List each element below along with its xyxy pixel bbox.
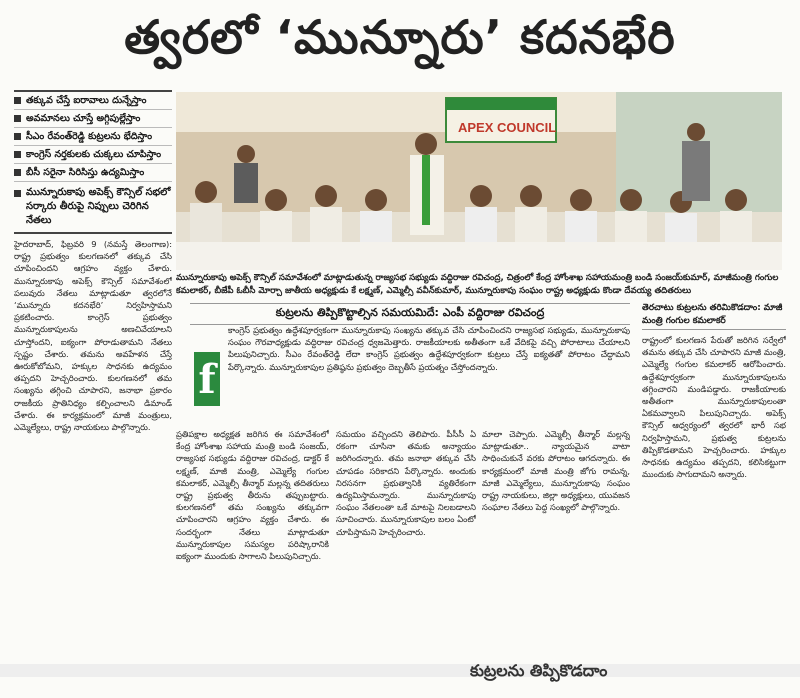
bullet-item-highlight xyxy=(14,182,172,234)
dateline-article-text: హైదరాబాద్, ఫిబ్రవరి 9 (నమస్తే తెలంగాణ): రాష్ట్ర ప్రభుత్వం కులగణనలో తక్కువ చేసి చూపించిందని ఆగ్రహం వ్యక్తం చేశారు. మున్నూరుకాపు అపెక్స్ కౌన్సిల్ సమావేశంలో పలువురు నేతలు మాట్లాడుతూ త్వరలోనే ‘మున్నూరు కదనభేరి’ నిర్వహిస్తామని ప్రకటించారు. కాంగ్రెస్ ప్రభుత్వం మున్నూరుకాపులను అణచివేయాలని చూస్తోందని, ఐక్యంగా పోరాడుతామని నేతలు స్పష్టం చేశారు. తమను అవహేళన చేస్తే ఊరుకోబోమని, హక్కుల సాధనకు ఉద్యమం తప్పదని హెచ్చరించారు. కులగణనలో తమ సంఖ్యను తగ్గించి చూపారని, జనాభా ప్రకారం రాజకీయ ప్రాతినిధ్యం కల్పించాలని డిమాండ్ చేశారు. ఈ కార్యక్రమంలో మాజీ మంత్రులు, ఎమ్మెల్యేలు, రాష్ట్ర నాయకులు పాల్గొన్నారు. xyxy=(14,239,172,433)
quote-text: కాంగ్రెస్ ప్రభుత్వం ఉద్దేశపూర్వకంగా మున్నూరుకాపు సంఖ్యను తక్కువ చేసి చూపించిందని రాజ్యసభ సభ్యుడు, మున్నూరుకాపు సంఘం గౌరవాధ్యక్షుడు వద్దిరాజు రవిచంద్ర ధ్వజమెత్తారు. రాజకీయాలకు అతీతంగా ఒకే వేదికపై వచ్చి పోరాటాలు చేయాలని పిలుపునిచ్చారు. సీఎం రేవంత్‌రెడ్డి లేదా కాంగ్రెస్ ప్రభుత్వం ఉద్దేశపూర్వకంగా కుట్రలు చేస్తే ఐక్యతతో పోరాటం చేద్దామని పేర్కొన్నారు. మున్నూరుకాపుల ప్రతిష్ఠను ప్రభుత్వం దెబ్బతీసే ప్రయత్నం చేస్తోందన్నారు. xyxy=(228,325,630,372)
bullet-text: కాంగ్రెస్ నర్తకులకు చుక్కలు చూపిస్తాం xyxy=(26,149,162,160)
bullet-text: సీఎం రేవంత్‌రెడ్డి కుట్రలను భేదిస్తాం xyxy=(26,131,153,142)
bullet-icon xyxy=(14,190,21,197)
article-column-2: ప్రతిపక్షాల అధ్యక్షత జరిగిన ఈ సమావేశంలో కేంద్ర హోంశాఖ సహాయ మంత్రి బండి సంజయ్, రాజ్యసభ సభ్యుడు వద్దిరాజు రవిచంద్ర, డాక్టర్ కే లక్ష్మణ్, మాజీ మంత్రి, ఎమ్మెల్యే గంగుల కమలాకర్, ఎమ్మెల్సీ తీన్మార్ మల్లన్న తదితరులు రాష్ట్ర ప్రభుత్వ తీరును తప్పుబట్టారు. కులగణనలో తమ సంఖ్యను తక్కువగా చూపించారని ఆగ్రహం వ్యక్తం చేశారు. ఈ సందర్భంగా నేతలు మాట్లాడుతూ మున్నూరుకాపుల సమస్యల పరిష్కారానికి ఐక్యంగా ముందుకు సాగాలని పిలుపునిచ్చారు. xyxy=(176,429,329,562)
headline: త్వరలో ‘మున్నూరు’ కదనభేరి xyxy=(124,10,676,64)
logo-icon: f xyxy=(194,352,220,406)
photo-illustration xyxy=(176,92,782,270)
quote-box xyxy=(190,324,630,424)
news-photo xyxy=(176,92,782,270)
bullet-text: బీసీ సరైనా సిరిసిస్తు ఉద్యమిస్తాం xyxy=(26,167,145,178)
bullet-icon xyxy=(14,133,21,140)
bullet-item xyxy=(14,128,172,146)
bullet-icon xyxy=(14,115,21,122)
article-column-4: మాలా చెప్పారు. ఎమ్మెల్సీ తీన్మార్ మల్లన్న మాట్లాడుతూ.. న్యాయమైన వాటా సాధించుకునే వరకు పోరాటం ఆగదన్నారు. ఈ కార్యక్రమంలో మాజీ మంత్రి జోగు రామన్న, మాజీ ఎమ్మెల్యేలు, మున్నూరుకాపు సంఘం రాష్ట్ర నాయకులు, జిల్లా అధ్యక్షులు, యువజన సంఘాల నేతలు పెద్ద సంఖ్యలో పాల్గొన్నారు. xyxy=(482,429,630,513)
photo-caption: మున్నూరుకాపు అపెక్స్ కౌన్సిల్ సమావేశంలో మాట్లాడుతున్న రాజ్యసభ సభ్యుడు వద్దిరాజు రవిచంద్ర, చిత్రంలో కేంద్ర హోంశాఖ సహాయమంత్రి బండి సంజయ్‌కుమార్, మాజీమంత్రి గంగుల కమలాకర్, బీజేపీ ఓబీసీ మోర్చా జాతీయ అధ్యక్షుడు కే లక్ష్మణ్, ఎమ్మెల్సీ వవీన్‌కుమార్, మున్నూరుకాపు సంఘం రాష్ట్ర అధ్యక్షుడు కొండా దేవయ్య తదితరులు xyxy=(176,273,779,296)
bullet-item xyxy=(14,92,172,110)
next-article-strip xyxy=(0,661,800,680)
bullet-icon xyxy=(14,97,21,104)
banner-text: APEX COUNCIL xyxy=(458,120,557,135)
bullet-item xyxy=(14,164,172,182)
section-subhead: కుట్రలను తిప్పికొట్టాల్సిన సమయమిదే: ఎంపీ వద్దిరాజు రవిచంద్ర xyxy=(190,303,630,325)
right-column xyxy=(642,302,786,664)
bullet-item xyxy=(14,146,172,164)
article-column-3: సమయం వచ్చిందని తెలిపారు. పీసీసీ ఏ రకంగా చూసినా తమకు అన్యాయం జరిగిందన్నారు. తమ జనాభా తక్కువ చేసి చూపడం సరికాదని పేర్కొన్నారు. అందుకు నిరసనగా ప్రభుత్వానికి వ్యతిరేకంగా ఉద్యమిస్తామన్నారు. మున్నూరుకాపు సంఘం నేతలంతా ఒకే మాటపై నిలబడాలని సూచించారు. మున్నూరుకాపుల బలం ఏంటో చూపిస్తామని హెచ్చరించారు. xyxy=(336,429,476,537)
left-column xyxy=(14,90,172,698)
bullet-text: మున్నూరుకాపు అపెక్స్ కౌన్సిల్ సభలో సర్కారు తీరుపై నిప్పులు చెరిగిన నేతలు xyxy=(26,187,171,226)
bullet-text: తక్కువ చేస్తే ఐరావాలు దున్నేస్తాం xyxy=(26,95,147,106)
right-column-text: రాష్ట్రంలో కులగణన పేరుతో జరిగిన సర్వేలో తమను తక్కువ చేసి చూపారని మాజీ మంత్రి, ఎమ్మెల్యే గంగుల కమలాకర్ ఆరోపించారు. ఉద్దేశపూర్వకంగా మున్నూరుకాపులను తగ్గించారని మండిపడ్డారు. రాజకీయాలకు అతీతంగా మున్నూరుకాపులంతా ఏకమవ్వాలని పిలుపునిచ్చారు. అపెక్స్ కౌన్సిల్ ఆధ్వర్యంలో త్వరలో భారీ సభ నిర్వహిస్తామని, ప్రభుత్వ కుట్రలను తిప్పికొడతామని హెచ్చరించారు. హక్కుల సాధనకు ఉద్యమం తప్పదని, కలిసికట్టుగా ముందుకు సాగుదామని అన్నారు. xyxy=(642,335,786,480)
bullet-icon xyxy=(14,151,21,158)
bullet-text: అవమానలు చూస్తే అగ్గిపుల్లేస్తాం xyxy=(26,113,141,124)
bullet-icon xyxy=(14,169,21,176)
bullet-list xyxy=(14,90,172,234)
next-article-headline: కుట్రలను తిప్పికొడదాం xyxy=(470,661,608,680)
bullet-item xyxy=(14,110,172,128)
right-column-heading: తెరచాటు కుట్రలను తరిమికొడదాం: మాజీ మంత్రి గంగుల కమలాకర్ xyxy=(642,302,786,330)
